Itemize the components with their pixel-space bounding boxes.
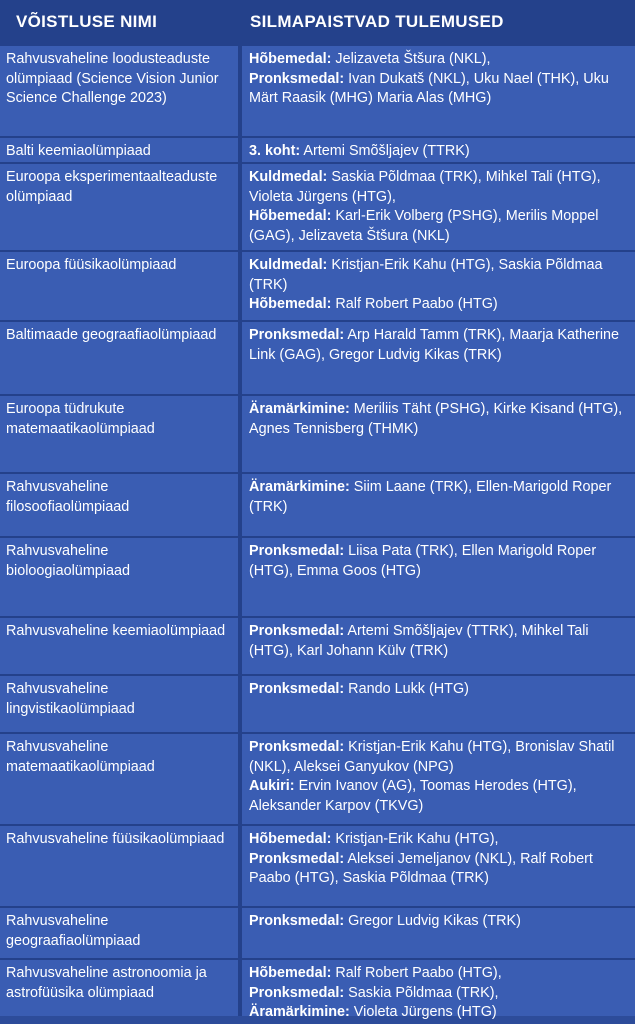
award-label: Hõbemedal: bbox=[249, 51, 332, 67]
competition-results bbox=[242, 536, 635, 616]
competition-results bbox=[242, 136, 635, 162]
award-label: Hõbemedal: bbox=[249, 296, 332, 312]
competition-results bbox=[242, 44, 635, 136]
competition-name: Rahvusvaheline loodusteaduste olümpiaad (Science Vision Junior Science Challenge 2023) bbox=[0, 44, 242, 136]
competition-results bbox=[242, 616, 635, 674]
table-row bbox=[0, 394, 635, 472]
award-recipients: Saskia Põldmaa (TRK), Mihkel Tali (HTG), Violeta Jürgens (HTG), bbox=[249, 169, 601, 205]
result-segment bbox=[249, 401, 622, 437]
result-segment bbox=[249, 208, 598, 244]
award-recipients: Jelizaveta Štšura (NKL), bbox=[331, 51, 491, 67]
competition-name: Baltimaade geograafiaolümpiaad bbox=[0, 320, 242, 394]
award-label: Pronksmedal: bbox=[249, 913, 345, 929]
result-segment bbox=[249, 543, 596, 579]
award-label: Aukiri: bbox=[249, 778, 295, 794]
table-row bbox=[0, 732, 635, 824]
award-recipients: Ivan Dukatš (NKL), Uku Nael (THK), Uku Märt Raasik (MHG) Maria Alas (MHG) bbox=[249, 70, 609, 106]
award-recipients: Liisa Pata (TRK), Ellen Marigold Roper (HTG), Emma Goos (HTG) bbox=[249, 543, 597, 579]
competition-name: Rahvusvaheline bioloogiaolümpiaad bbox=[0, 536, 242, 616]
result-segment bbox=[249, 479, 611, 515]
award-label: Pronksmedal: bbox=[249, 850, 345, 867]
result-segment bbox=[249, 985, 499, 1001]
result-segment bbox=[249, 169, 601, 205]
result-segment bbox=[249, 913, 521, 929]
table-row bbox=[0, 136, 635, 162]
competition-name: Euroopa eksperimentaalteaduste olümpiaad bbox=[0, 162, 242, 250]
award-recipients: Ralf Robert Paabo (HTG), bbox=[331, 965, 502, 981]
table-row bbox=[0, 162, 635, 250]
result-segment bbox=[249, 831, 499, 847]
award-label: 3. koht: bbox=[249, 143, 301, 159]
table-row bbox=[0, 906, 635, 958]
table-body bbox=[0, 44, 635, 1020]
result-segment bbox=[249, 778, 577, 814]
award-recipients: Siim Laane (TRK), Ellen-Marigold Roper (TRK) bbox=[249, 479, 612, 515]
award-label: Hõbemedal: bbox=[249, 208, 332, 224]
result-segment bbox=[249, 143, 470, 159]
award-recipients: Aleksei Jemeljanov (NKL), Ralf Robert Paabo (HTG), Saskia Põldmaa (TRK) bbox=[249, 850, 593, 886]
award-recipients: Gregor Ludvig Kikas (TRK) bbox=[344, 913, 521, 929]
award-recipients: Violeta Jürgens (HTG) bbox=[349, 1004, 497, 1020]
result-segment bbox=[249, 681, 469, 697]
competition-name: Euroopa füüsikaolümpiaad bbox=[0, 250, 242, 320]
award-recipients: Artemi Smõšljajev (TTRK) bbox=[300, 143, 470, 159]
competition-name: Rahvusvaheline astronoomia ja astrofüüsika olümpiaad bbox=[0, 958, 242, 1016]
award-label: Kuldmedal: bbox=[249, 257, 328, 273]
competition-name: Rahvusvaheline filosoofiaolümpiaad bbox=[0, 472, 242, 536]
award-label: Kuldmedal: bbox=[249, 169, 328, 185]
result-segment bbox=[249, 623, 589, 659]
competition-results bbox=[242, 674, 635, 732]
table-row bbox=[0, 536, 635, 616]
result-segment bbox=[249, 1004, 497, 1020]
competition-results bbox=[242, 320, 635, 394]
competition-name: Rahvusvaheline keemiaolümpiaad bbox=[0, 616, 242, 674]
competition-results bbox=[242, 824, 635, 906]
table-row bbox=[0, 250, 635, 320]
result-segment bbox=[249, 965, 502, 981]
award-recipients: Karl-Erik Volberg (PSHG), Merilis Moppel (GAG), Jelizaveta Štšura (NKL) bbox=[249, 208, 599, 244]
award-recipients: Ralf Robert Paabo (HTG) bbox=[331, 296, 498, 312]
award-recipients: Meriliis Täht (PSHG), Kirke Kisand (HTG), Agnes Tennisberg (THMK) bbox=[249, 401, 623, 437]
competition-results bbox=[242, 958, 635, 1020]
competition-results bbox=[242, 394, 635, 472]
competition-results bbox=[242, 732, 635, 824]
award-label: Pronksmedal: bbox=[249, 739, 345, 755]
award-label: Hõbemedal: bbox=[249, 831, 332, 847]
competition-name: Rahvusvaheline geograafiaolümpiaad bbox=[0, 906, 242, 958]
award-label: Hõbemedal: bbox=[249, 965, 332, 981]
table-row bbox=[0, 674, 635, 732]
award-label: Pronksmedal: bbox=[249, 327, 345, 343]
result-segment bbox=[249, 71, 609, 107]
award-label: Äramärkimine: bbox=[249, 1004, 350, 1020]
award-label: Äramärkimine: bbox=[249, 401, 350, 417]
competition-results bbox=[242, 906, 635, 958]
header-competition-name: VÕISTLUSE NIMI bbox=[16, 12, 158, 31]
award-recipients: Rando Lukk (HTG) bbox=[344, 681, 469, 697]
award-label: Äramärkimine: bbox=[249, 479, 350, 495]
competition-name: Rahvusvaheline matemaatikaolümpiaad bbox=[0, 732, 242, 824]
result-segment bbox=[249, 327, 619, 363]
result-segment bbox=[249, 739, 614, 775]
award-recipients: Artemi Smõšljajev (TTRK), Mihkel Tali (HTG), Karl Johann Külv (TRK) bbox=[249, 623, 589, 659]
competition-name: Euroopa tüdrukute matemaatikaolümpiaad bbox=[0, 394, 242, 472]
result-segment bbox=[249, 296, 498, 312]
award-recipients: Ervin Ivanov (AG), Toomas Herodes (HTG), Aleksander Karpov (TKVG) bbox=[249, 778, 577, 814]
result-segment bbox=[249, 257, 602, 293]
result-segment bbox=[249, 51, 491, 67]
result-segment bbox=[249, 851, 593, 887]
award-recipients: Kristjan-Erik Kahu (HTG), Bronislav Shatil (NKL), Aleksei Ganyukov (NPG) bbox=[249, 739, 615, 775]
award-label: Pronksmedal: bbox=[249, 681, 345, 697]
award-recipients: Saskia Põldmaa (TRK), bbox=[344, 984, 499, 1001]
table-row bbox=[0, 44, 635, 136]
award-label: Pronksmedal: bbox=[249, 70, 345, 87]
award-label: Pronksmedal: bbox=[249, 984, 345, 1001]
table-row bbox=[0, 472, 635, 536]
award-recipients: Kristjan-Erik Kahu (HTG), Saskia Põldmaa (TRK) bbox=[249, 257, 603, 293]
award-recipients: Arp Harald Tamm (TRK), Maarja Katherine Link (GAG), Gregor Ludvig Kikas (TRK) bbox=[249, 327, 620, 363]
competition-results bbox=[242, 250, 635, 320]
award-recipients: Kristjan-Erik Kahu (HTG), bbox=[331, 831, 499, 847]
competition-results bbox=[242, 162, 635, 250]
table-row bbox=[0, 824, 635, 906]
competition-name: Balti keemiaolümpiaad bbox=[0, 136, 242, 162]
table-row bbox=[0, 616, 635, 674]
table-header bbox=[0, 0, 635, 44]
award-label: Pronksmedal: bbox=[249, 543, 345, 559]
competition-name: Rahvusvaheline füüsikaolümpiaad bbox=[0, 824, 242, 906]
competition-name: Rahvusvaheline lingvistikaolümpiaad bbox=[0, 674, 242, 732]
competition-results bbox=[242, 472, 635, 536]
table-row bbox=[0, 958, 635, 1020]
header-results: SILMAPAISTVAD TULEMUSED bbox=[250, 12, 504, 31]
table-row bbox=[0, 320, 635, 394]
award-label: Pronksmedal: bbox=[249, 623, 345, 639]
